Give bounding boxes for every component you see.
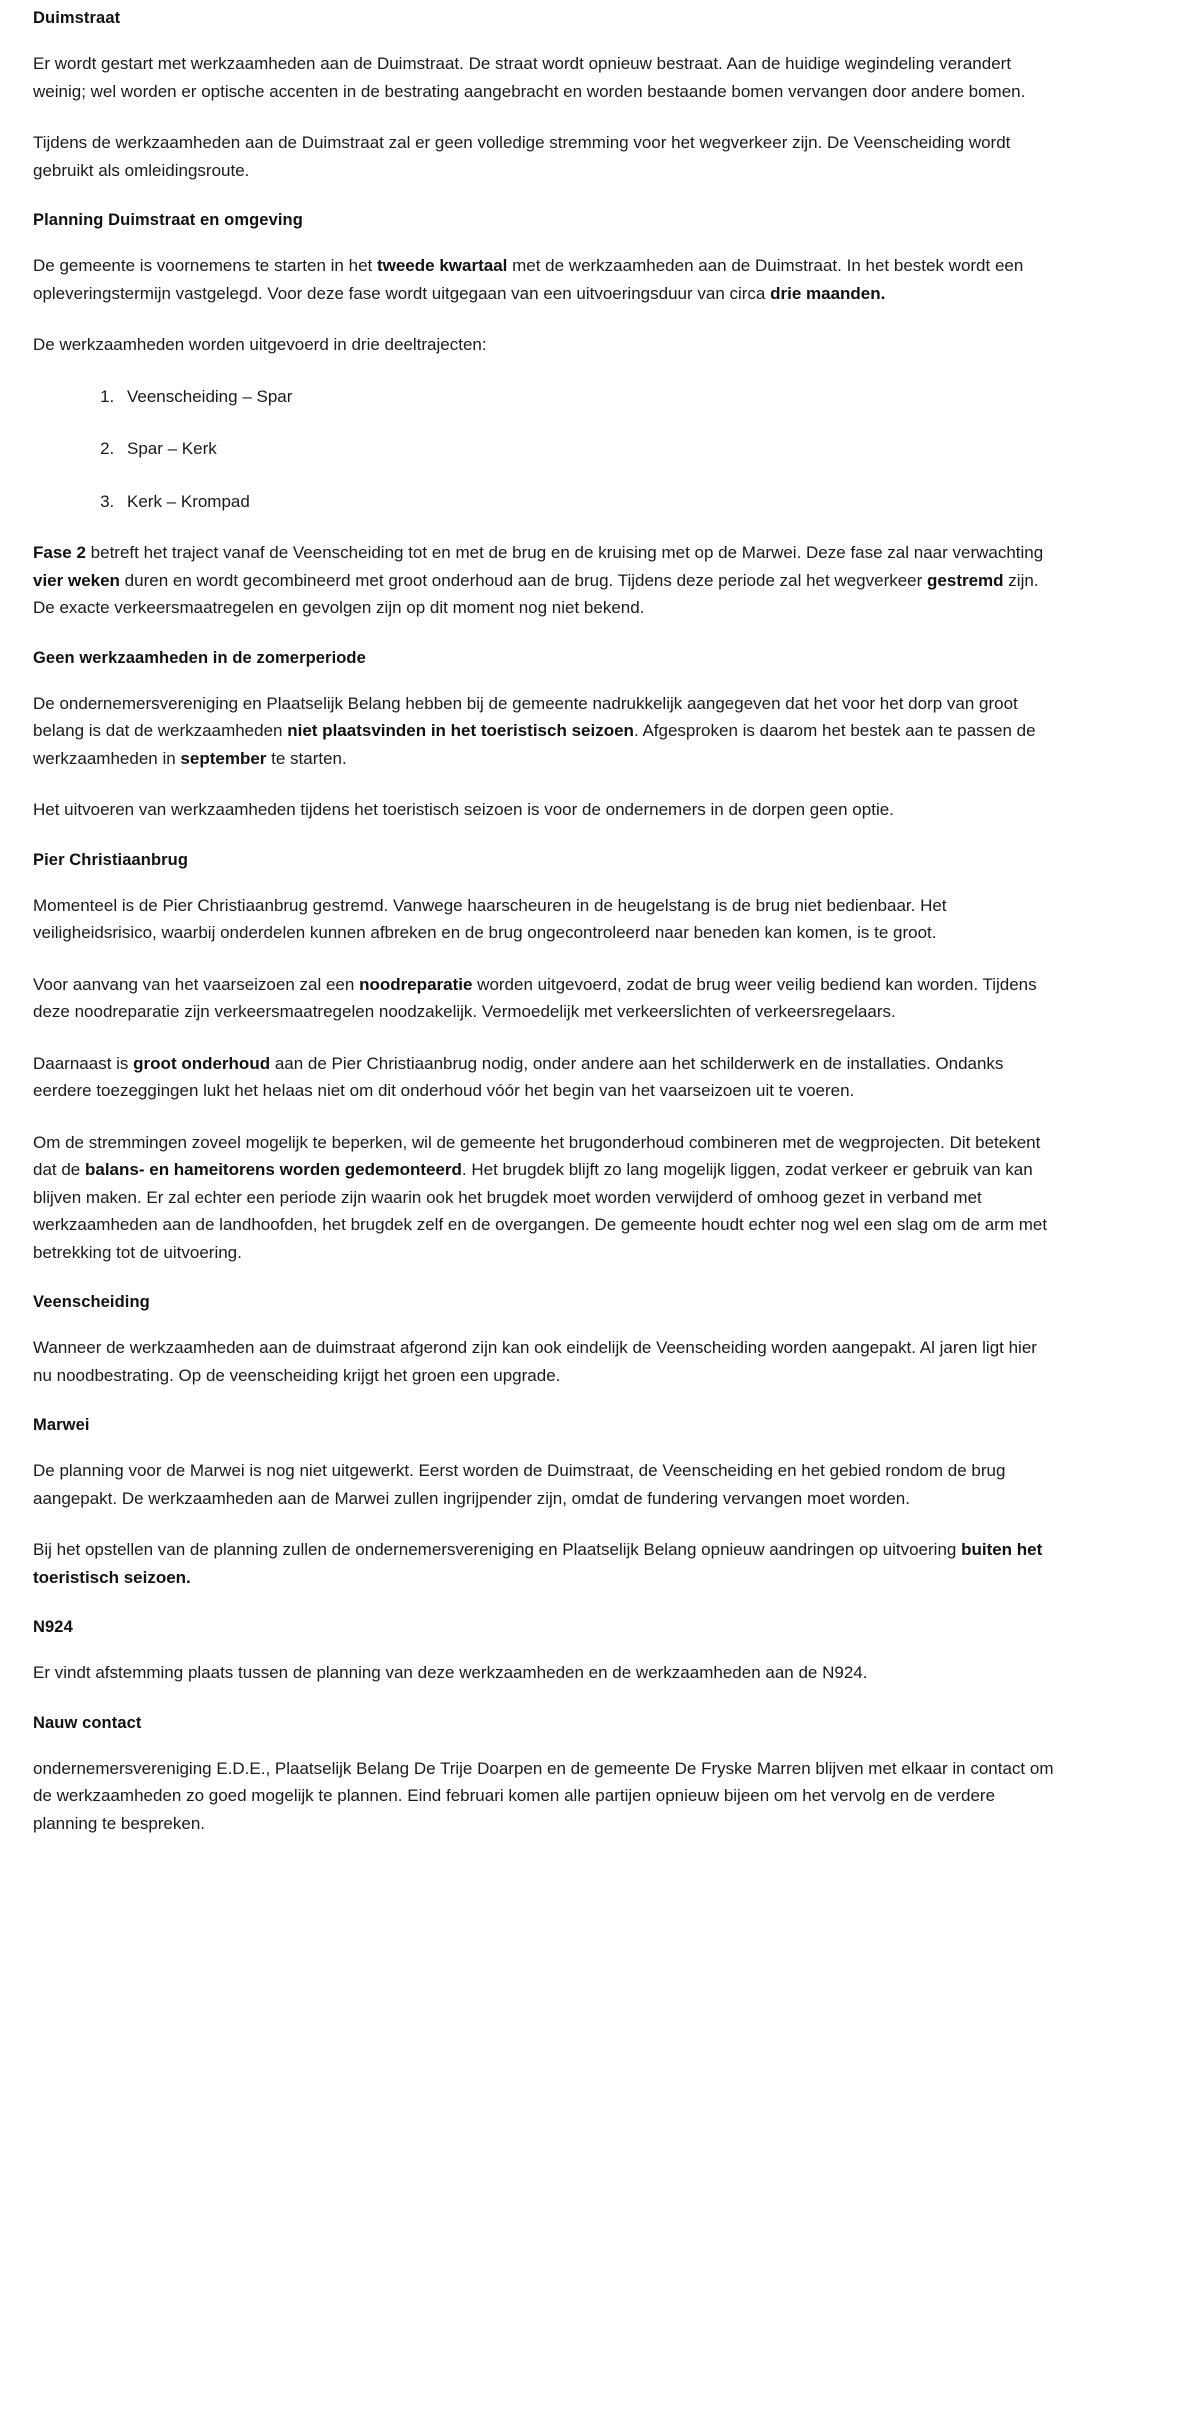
paragraph-marwei-opstellen <box>33 1536 1060 1591</box>
fase2-text-part3: zijn. De exacte verkeersmaatregelen en gevolgen zijn op dit moment nog niet bekend. <box>33 570 1039 617</box>
planning-text-part2: met de werkzaamheden aan de Duimstraat. In het bestek wordt een opleveringstermijn vastgelegd. Voor deze fase wordt uitgegaan van een uitvoeringsduur van circa <box>33 256 1024 303</box>
heading-marwei: Marwei <box>33 1416 90 1434</box>
zomer-text-part2: . Afgesproken is daarom het bestek aan te passen de werkzaamheden in <box>33 721 1036 768</box>
paragraph-marwei-planning: De planning voor de Marwei is nog niet uitgewerkt. Eerst worden de Duimstraat, de Veenscheiding en het gebied rondom de brug aangepakt. De werkzaamheden aan de Marwei zullen ingrijpender zijn, omdat de fundering vervangen moet worden. <box>33 1461 1006 1508</box>
heading-duimstraat: Duimstraat <box>33 9 121 27</box>
fase2-text-part2: duren en wordt gecombineerd met groot onderhoud aan de brug. Tijdens deze periode zal het wegverkeer <box>119 570 928 590</box>
paragraph-zomerperiode <box>33 690 1060 773</box>
planning-bold-kwartaal: tweede kwartaal <box>376 256 508 275</box>
fase2-bold-vierweken: vier weken <box>33 570 120 590</box>
paragraph-brug-grootonderhoud <box>33 1050 1060 1105</box>
stremmingen-text-part1: Om de stremmingen zoveel mogelijk te beperken, wil de gemeente het brugonderhoud combineren met de wegprojecten. Dit betekent dat de <box>33 1132 1041 1179</box>
paragraph-veenscheiding: Wanneer de werkzaamheden aan de duimstraat afgerond zijn kan ook eindelijk de Veenscheiding worden aangepakt. Al jaren ligt hier nu noodbestrating. Op de veenscheiding krijgt het groen een upgrade. <box>33 1338 1037 1385</box>
heading-veenscheiding: Veenscheiding <box>33 1293 150 1311</box>
zomer-text-part1: De ondernemersvereniging en Plaatselijk Belang hebben bij de gemeente nadrukkelijk aangegeven dat het voor het dorp van groot belang is dat de werkzaamheden <box>33 693 1018 740</box>
heading-zomerperiode: Geen werkzaamheden in de zomerperiode <box>33 648 366 667</box>
paragraph-brug-momenteel: Momenteel is de Pier Christiaanbrug gestremd. Vanwege haarscheuren in de heugelstang is de brug niet bedienbaar. Het veiligheidsrisico, waarbij onderdelen kunnen afbreken en de brug ongecontroleerd naar beneden kan komen, is te groot. <box>33 895 947 942</box>
deeltrajecten-list <box>33 383 1060 516</box>
heading-n924: N924 <box>33 1618 73 1636</box>
grootonderhoud-text-part2: aan de Pier Christiaanbrug nodig, onder andere aan het schilderwerk en de installaties. Ondanks eerdere toezeggingen lukt het helaas niet om dit onderhoud vóór het begin van het vaarseizoen uit te voeren. <box>33 1053 1004 1100</box>
list-item: 1. Veenscheiding – Spar <box>119 383 1060 411</box>
opstellen-text-part1: Bij het opstellen van de planning zullen de ondernemersvereniging en Plaatselijk Belang opnieuw aandringen op uitvoering <box>33 1540 962 1559</box>
zomer-bold-seizoen: niet plaatsvinden in het toeristisch seizoen <box>287 721 634 740</box>
paragraph-n924: Er vindt afstemming plaats tussen de planning van deze werkzaamheden en de werkzaamheden aan de N924. <box>33 1663 868 1682</box>
paragraph-nauw-contact: ondernemersvereniging E.D.E., Plaatselijk Belang De Trije Doarpen en de gemeente De Fryske Marren blijven met elkaar in contact om de werkzaamheden zo goed mogelijk te plannen. Eind februari komen alle partijen opnieuw bijeen om het vervolg en de verdere planning te bespreken. <box>33 1758 1054 1833</box>
paragraph-deeltrajecten-intro: De werkzaamheden worden uitgevoerd in drie deeltrajecten: <box>33 335 487 354</box>
paragraph-fase2 <box>33 539 1060 622</box>
fase2-bold-label: Fase 2 <box>33 543 86 562</box>
zomer-bold-september: september <box>180 748 267 768</box>
heading-pier-christiaanbrug: Pier Christiaanbrug <box>33 850 189 869</box>
noodreparatie-bold: noodreparatie <box>359 974 473 994</box>
stremmingen-text-part2: . Het brugdek blijft zo lang mogelijk liggen, zodat verkeer er gebruik van kan blijven maken. Er zal echter een periode zijn waarin ook het brugdek moet worden verwijderd of omhoog gezet in verband met werkzaamheden aan de landhoofden, het brugdek zelf en de overgangen. De gemeente houdt echter nog wel een slag om de arm met betrekking tot de uitvoering. <box>33 1160 1048 1262</box>
grootonderhoud-bold: groot onderhoud <box>133 1053 271 1073</box>
zomer-text-part3: te starten. <box>266 748 347 768</box>
paragraph-duimstraat-intro: Er wordt gestart met werkzaamheden aan de Duimstraat. De straat wordt opnieuw bestraat. Aan de huidige wegindeling verandert weinig; wel worden er optische accenten in de bestrating aangebracht en worden bestaande bomen vervangen door andere bomen. <box>33 54 1026 101</box>
list-item: 3. Kerk – Krompad <box>119 488 1060 516</box>
heading-planning-duimstraat: Planning Duimstraat en omgeving <box>33 211 303 229</box>
heading-nauw-contact: Nauw contact <box>33 1713 142 1732</box>
paragraph-brug-stremmingen <box>33 1129 1060 1267</box>
stremmingen-bold-hameitorens: balans- en hameitorens worden gedemonteerd <box>85 1160 462 1179</box>
list-item: 2. Spar – Kerk <box>119 435 1060 463</box>
fase2-text-part1: betreft het traject vanaf de Veenscheiding tot en met de brug en de kruising met op de Marwei. Deze fase zal naar verwachting <box>85 543 1044 562</box>
paragraph-zomerperiode-geen-optie: Het uitvoeren van werkzaamheden tijdens het toeristisch seizoen is voor de ondernemers in de dorpen geen optie. <box>33 800 894 819</box>
noodreparatie-text-part2: worden uitgevoerd, zodat de brug weer veilig bediend kan worden. Tijdens deze noodreparatie zijn verkeersmaatregelen noodzakelijk. Vermoedelijk met verkeerslichten of verkeersregelaars. <box>33 974 1037 1021</box>
planning-bold-maanden: drie maanden. <box>770 283 886 303</box>
planning-text-part1: De gemeente is voornemens te starten in het <box>33 256 377 275</box>
noodreparatie-text-part1: Voor aanvang van het vaarseizoen zal een <box>33 974 360 994</box>
opstellen-bold-buiten-seizoen: buiten het toeristisch seizoen. <box>33 1540 1043 1587</box>
paragraph-planning <box>33 252 1060 307</box>
grootonderhoud-text-part1: Daarnaast is <box>33 1053 134 1073</box>
paragraph-duimstraat-stremming: Tijdens de werkzaamheden aan de Duimstraat zal er geen volledige stremming voor het wegverkeer zijn. De Veenscheiding wordt gebruikt als omleidingsroute. <box>33 133 1011 180</box>
paragraph-brug-noodreparatie <box>33 971 1060 1026</box>
fase2-bold-gestremd: gestremd <box>927 570 1004 590</box>
